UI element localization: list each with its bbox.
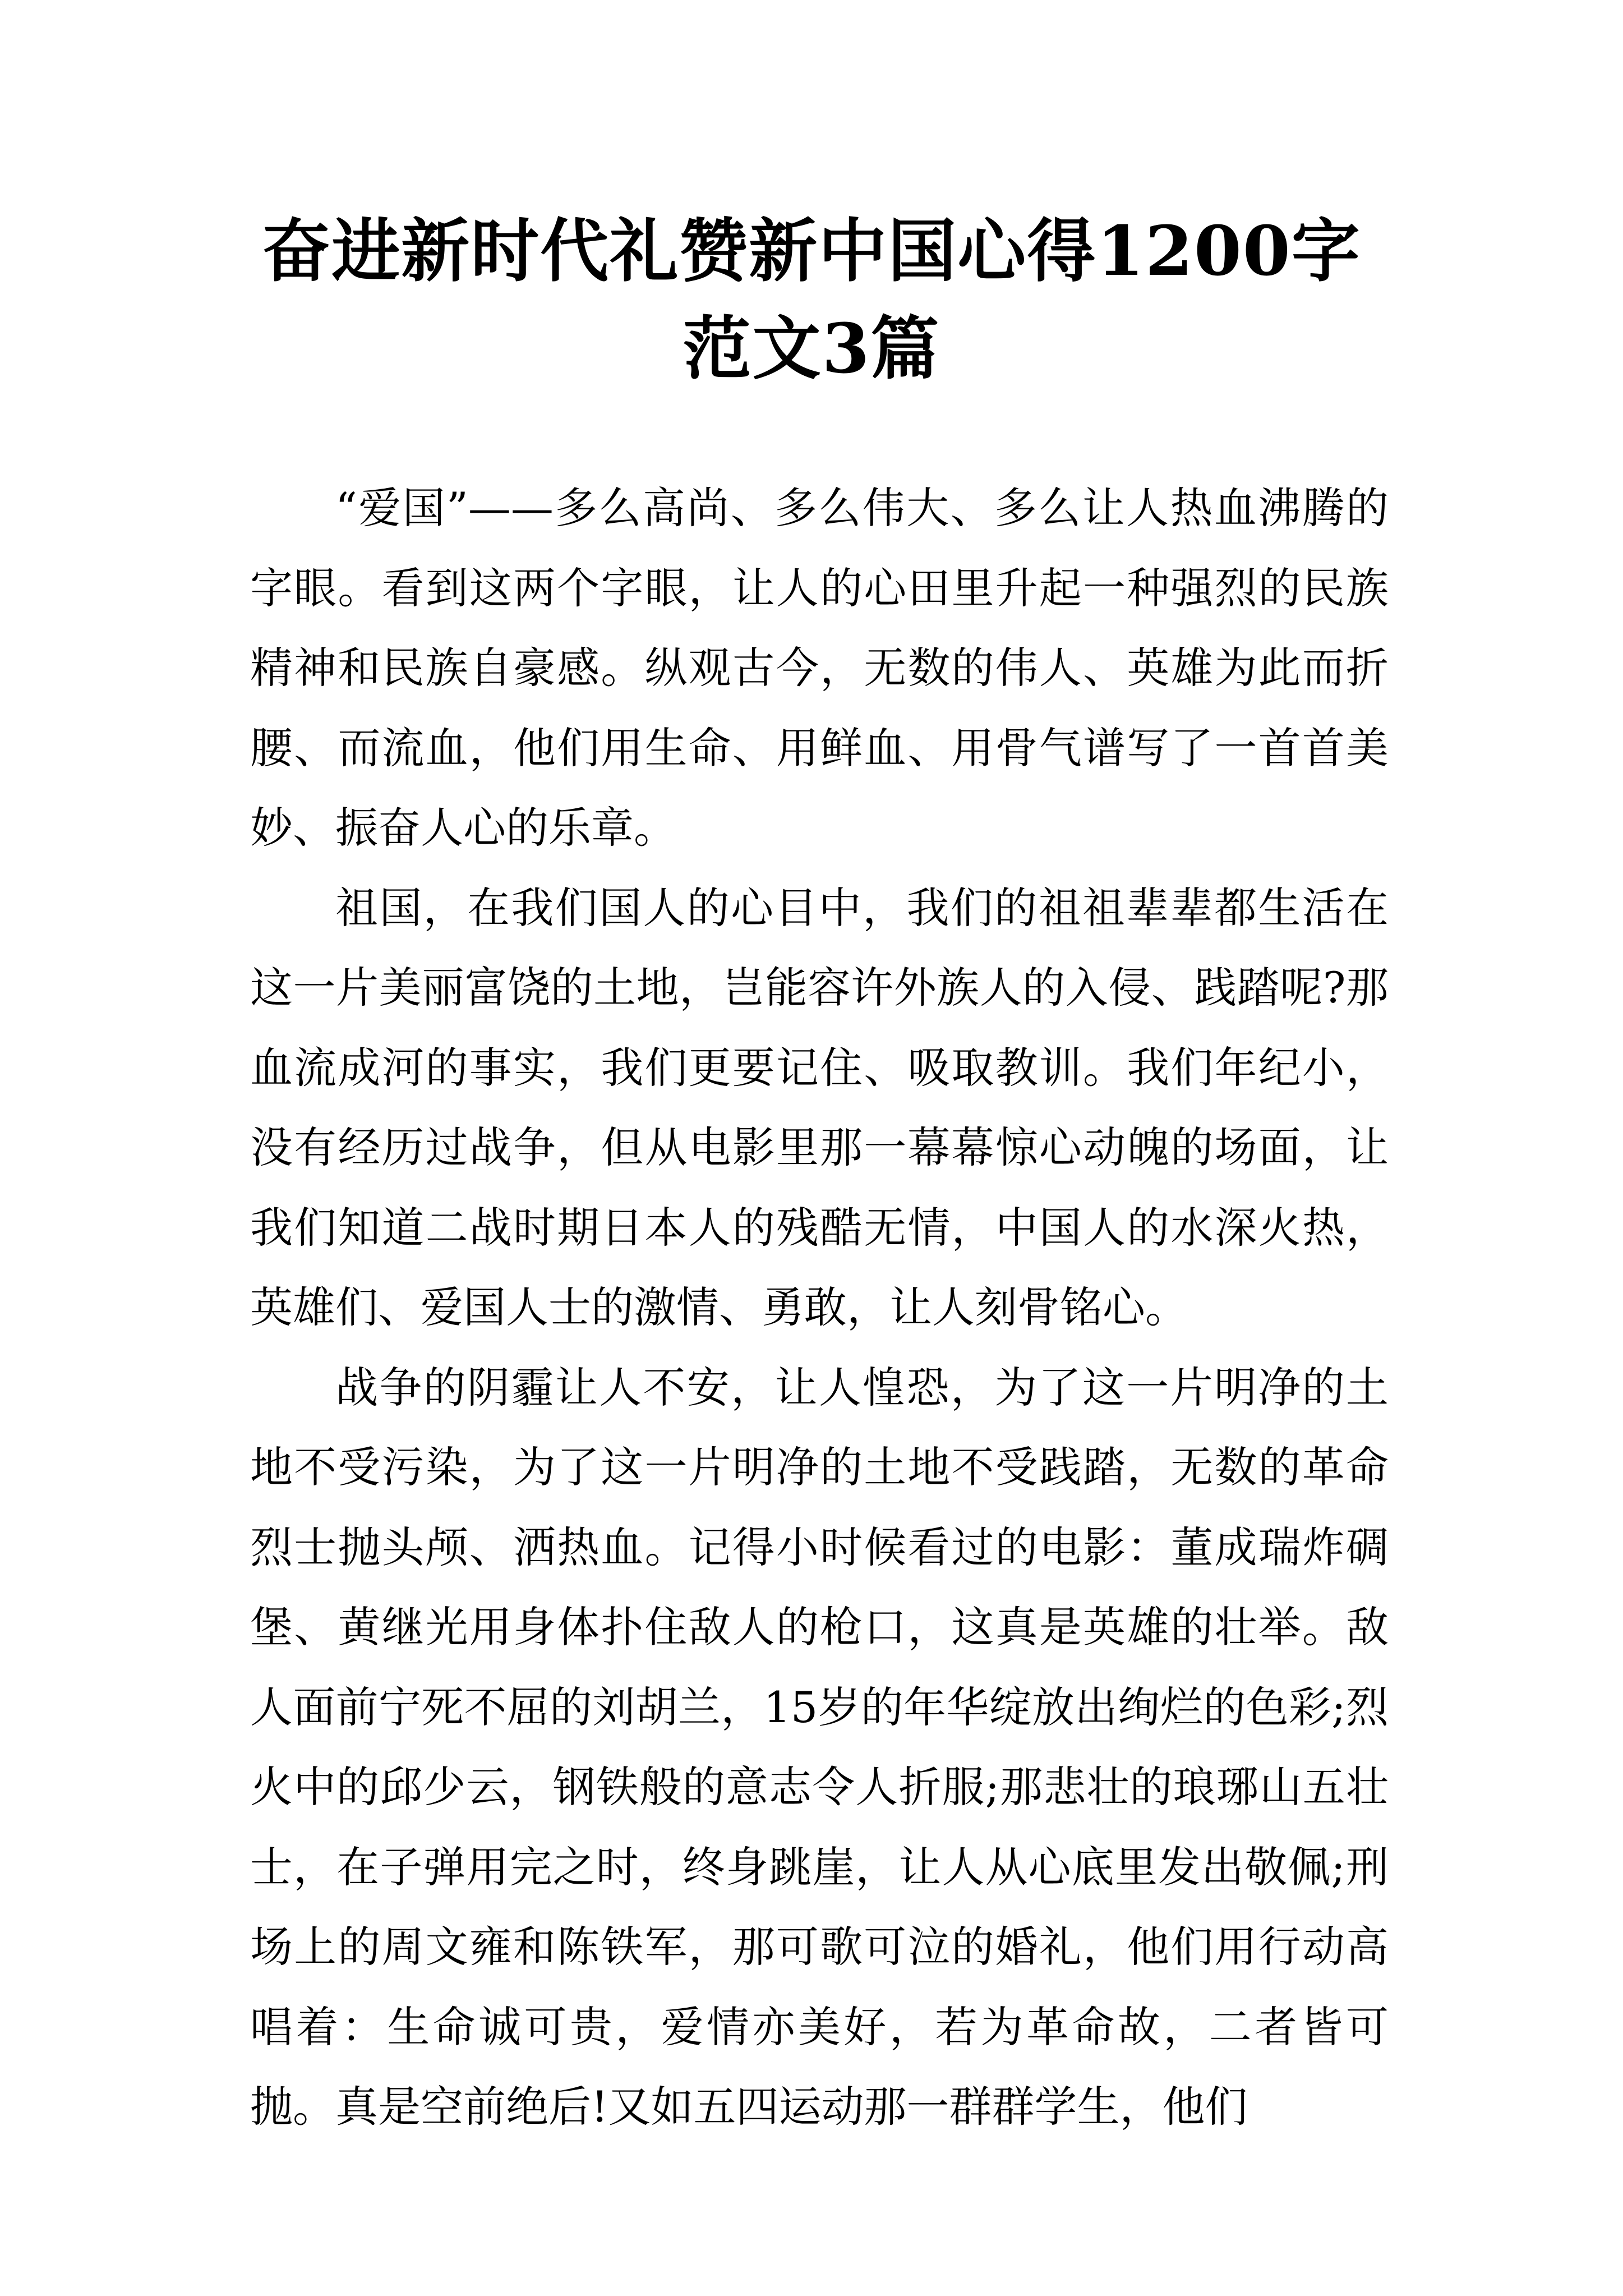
paragraph-2: 祖国，在我们国人的心目中，我们的祖祖辈辈都生活在这一片美丽富饶的土地，岂能容许外族人的入侵、践踏呢?那血流成河的事实，我们更要记住、吸取教训。我们年纪小，没有经历过战争，但从电影里那一幕幕惊心动魄的场面，让我们知道二战时期日本人的残酷无情，中国人的水深火热，英雄们、爱国人士的激情、勇敢，让人刻骨铭心。: [250, 882, 1389, 1332]
document-body: [250, 468, 1389, 2147]
document-title: 奋进新时代礼赞新中国心得1200字范文3篇: [262, 210, 1361, 389]
paragraph-1: “爱国”——多么高尚、多么伟大、多么让人热血沸腾的字眼。看到这两个字眼，让人的心田里升起一种强烈的民族精神和民族自豪感。纵观古今，无数的伟人、英雄为此而折腰、而流血，他们用生命、用鲜血、用骨气谱写了一首首美妙、振奋人心的乐章。: [250, 483, 1389, 853]
paragraph-3: 战争的阴霾让人不安，让人惶恐，为了这一片明净的土地不受污染，为了这一片明净的土地不受践踏，无数的革命烈士抛头颅、洒热血。记得小时候看过的电影：董成瑞炸碉堡、黄继光用身体扑住敌人的枪口，这真是英雄的壮举。敌人面前宁死不屈的刘胡兰，15岁的年华绽放出绚烂的色彩;烈火中的邱少云，钢铁般的意志令人折服;那悲壮的琅琊山五壮士，在子弹用完之时，终身跳崖，让人从心底里发出敬佩;刑场上的周文雍和陈铁军，那可歌可泣的婚礼，他们用行动高唱着：生命诚可贵，爱情亦美好，若为革命故，二者皆可抛。真是空前绝后!又如五四运动那一群群学生，他们: [250, 1362, 1389, 2132]
